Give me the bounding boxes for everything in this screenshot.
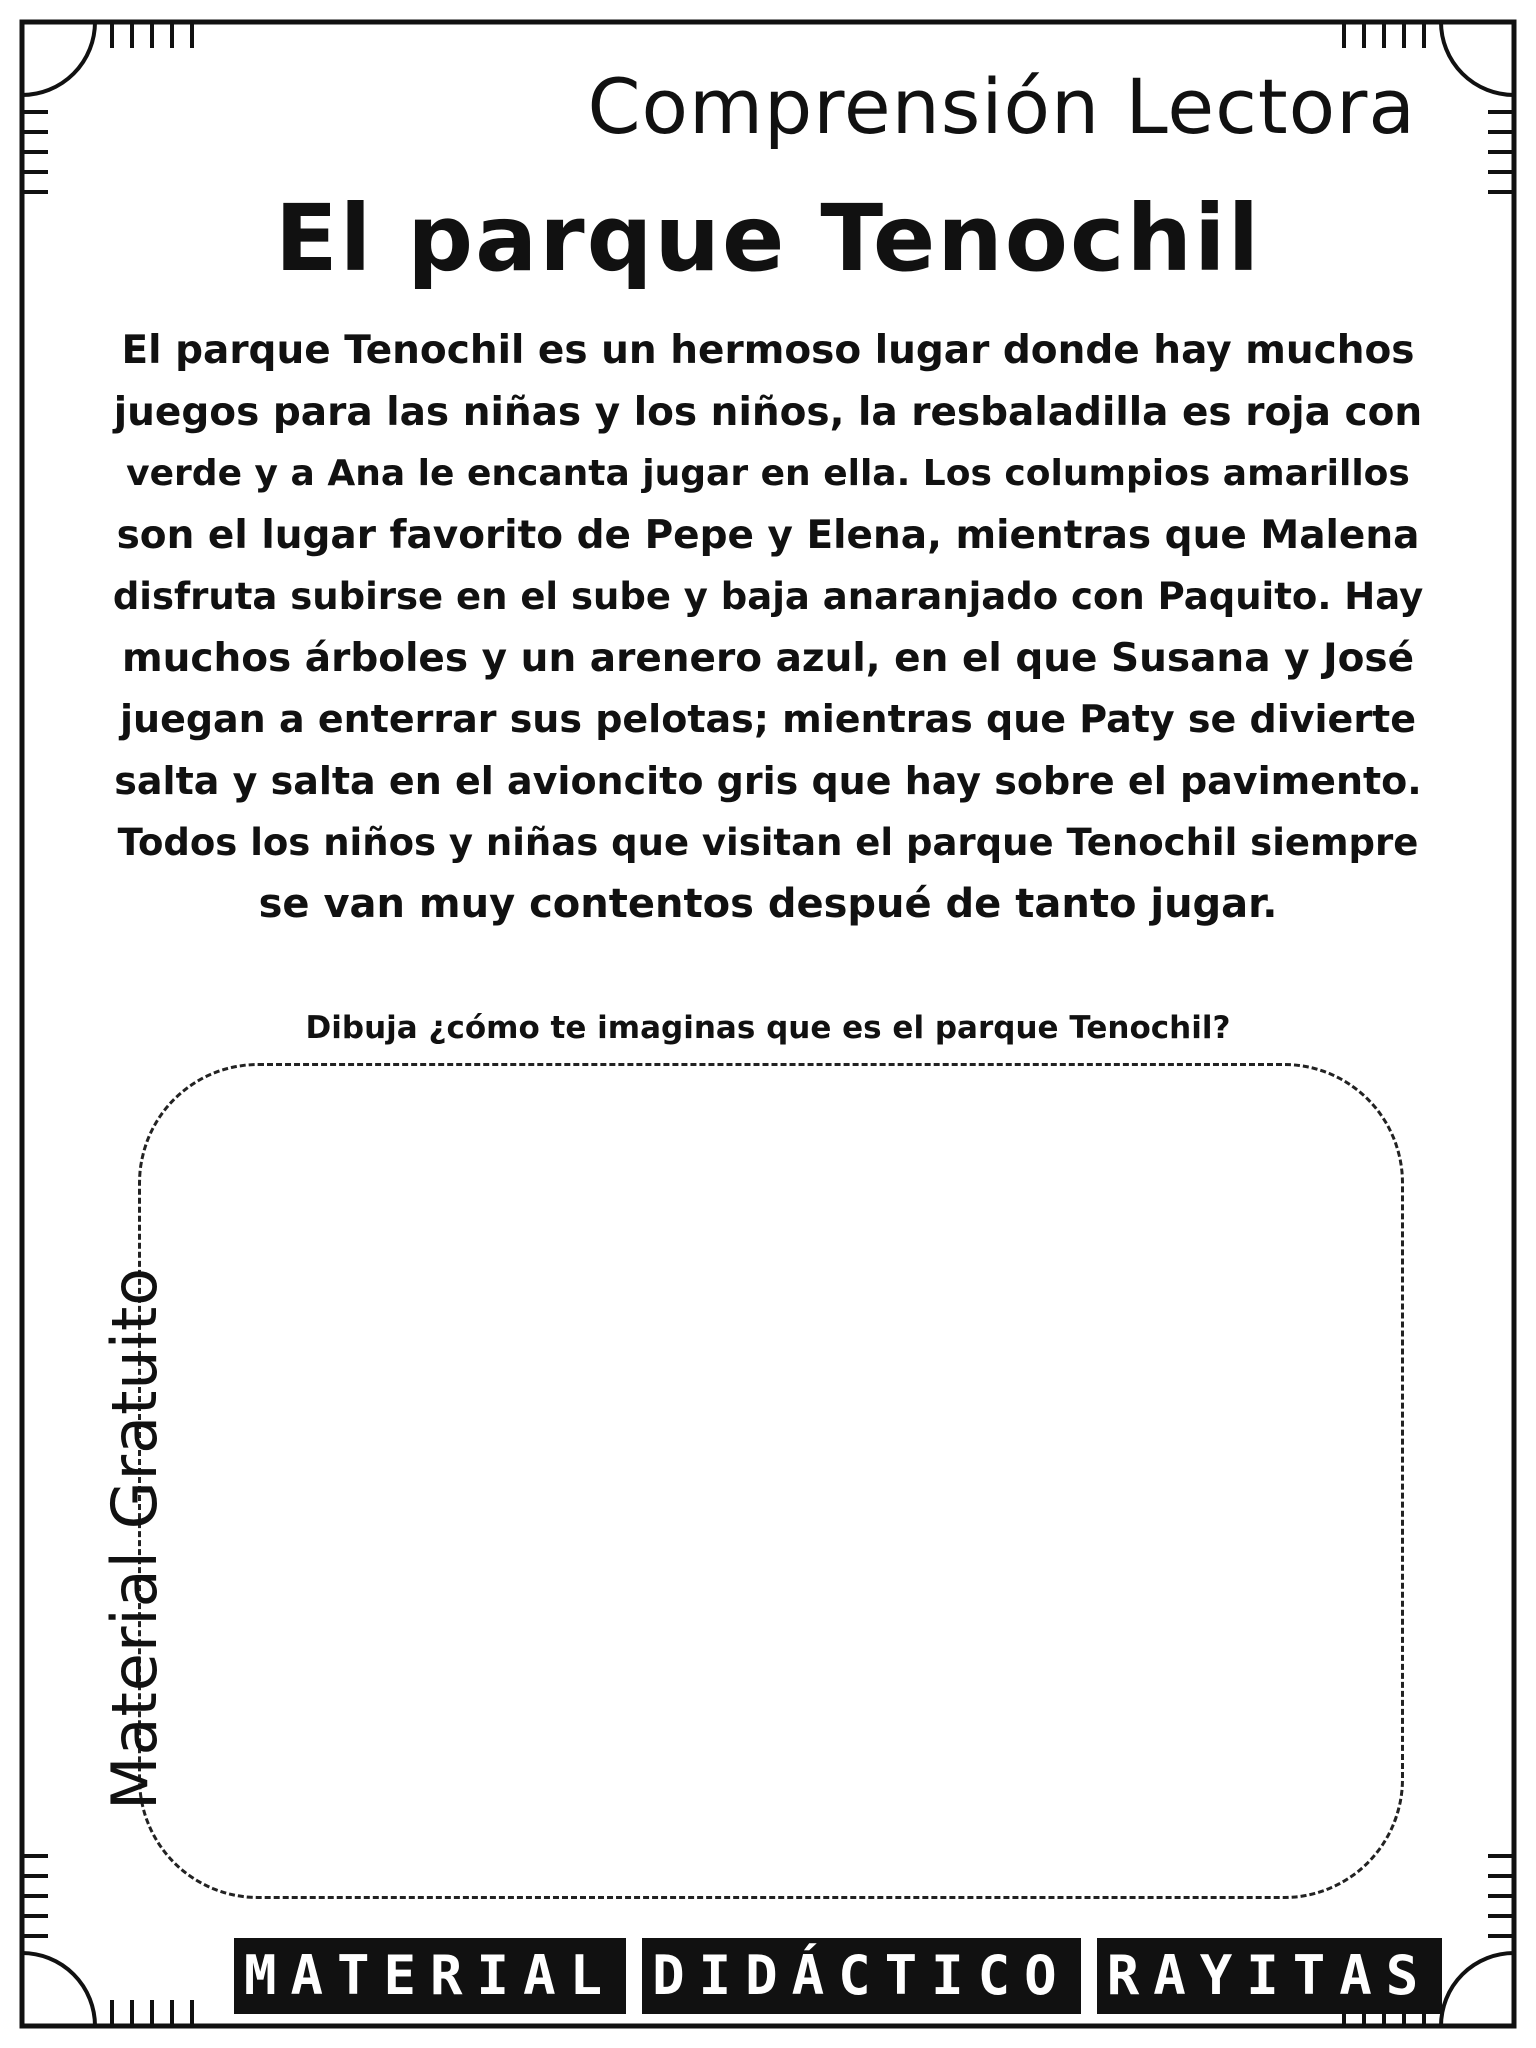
drawing-prompt: Dibuja ¿cómo te imaginas que es el parque Tenochil? [305, 1010, 1231, 1046]
story-line: Todos los niños y niñas que visitan el parque Tenochil siempre [117, 821, 1419, 864]
banner-word: MATERIAL [234, 1938, 626, 2014]
story-line: El parque Tenochil es un hermoso lugar donde hay muchos [121, 328, 1415, 373]
banner-word: RAYITAS [1097, 1938, 1443, 2014]
side-watermark-text: Material Gratuito [98, 1266, 171, 1810]
story-line: son el lugar favorito de Pepe y Elena, mientras que Malena [116, 512, 1420, 558]
story-text [110, 320, 1426, 935]
story-line: juegan a enterrar sus pelotas; mientras que Paty se divierte [119, 697, 1416, 741]
story-line: se van muy contentos despué de tanto jugar. [258, 880, 1278, 927]
drawing-area[interactable] [138, 1063, 1404, 1899]
banner-word: DIDÁCTICO [642, 1938, 1081, 2014]
story-line: muchos árboles y un arenero azul, en el que Susana y José [121, 635, 1415, 681]
story-line: disfruta subirse en el sube y baja anaranjado con Paquito. Hay [112, 575, 1424, 618]
footer-banner [234, 1938, 1442, 2014]
story-line: juegos para las niñas y los niños, la resbaladilla es roja con [113, 389, 1423, 435]
story-title: El parque Tenochil [274, 185, 1262, 292]
story-line: verde y a Ana le encanta jugar en ella. Los columpios amarillos [126, 453, 1410, 494]
story-line: salta y salta en el avioncito gris que hay sobre el pavimento. [114, 758, 1422, 803]
worksheet-header: Comprensión Lectora [587, 62, 1416, 151]
